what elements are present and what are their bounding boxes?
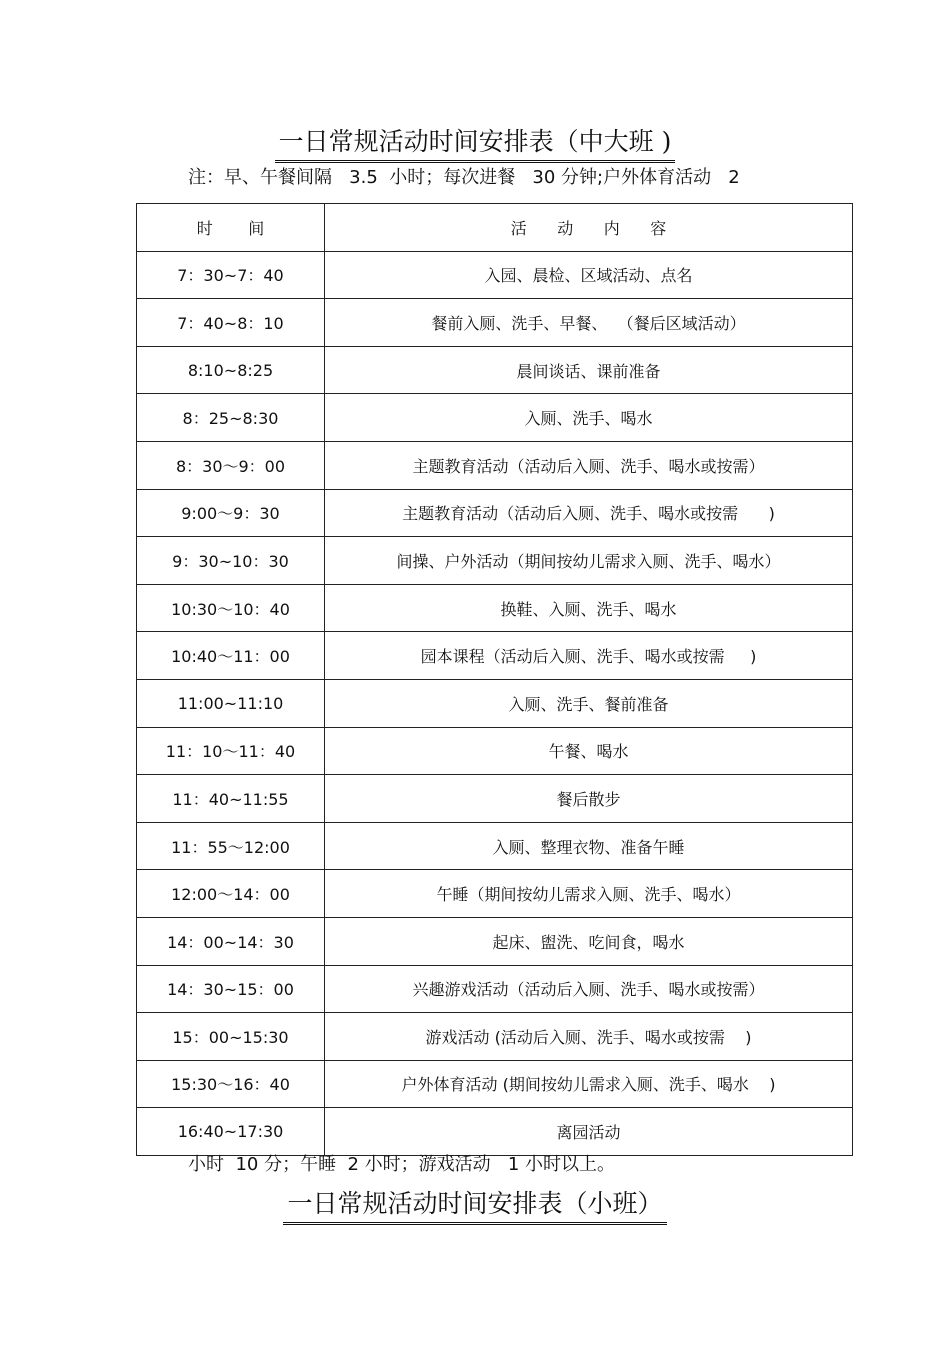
table-row: [137, 727, 853, 775]
activity-cell: 入园、晨检、区域活动、点名: [325, 251, 853, 299]
note-continuation: 小时 10 分；午睡 2 小时；游戏活动 1 小时以上。: [188, 1154, 616, 1175]
table-row: [137, 965, 853, 1013]
table-row: [137, 632, 853, 680]
time-cell: 15：00~15:30: [137, 1013, 325, 1061]
time-cell: 10:30～10：40: [137, 584, 325, 632]
time-cell: 8：30～9：00: [137, 441, 325, 489]
time-cell: 12:00～14：00: [137, 870, 325, 918]
section-title: 一日常规活动时间安排表（小班）: [0, 1188, 950, 1225]
time-cell: 7：40~8：10: [137, 299, 325, 347]
time-cell: 15:30～16：40: [137, 1060, 325, 1108]
activity-cell: 餐后散步: [325, 775, 853, 823]
table-row: [137, 394, 853, 442]
activity-cell: 换鞋、入厕、洗手、喝水: [325, 584, 853, 632]
table-row: [137, 870, 853, 918]
table-row: [137, 251, 853, 299]
activity-cell: 餐前入厕、洗手、早餐、 （餐后区域活动）: [325, 299, 853, 347]
activity-cell: 主题教育活动（活动后入厕、洗手、喝水或按需 ): [325, 489, 853, 537]
activity-cell: 晨间谈话、课前准备: [325, 346, 853, 394]
time-cell: 14：30~15：00: [137, 965, 325, 1013]
table-row: [137, 679, 853, 727]
table-row: [137, 584, 853, 632]
table-row: [137, 441, 853, 489]
activity-cell: 入厕、洗手、喝水: [325, 394, 853, 442]
table-header-row: [137, 204, 853, 252]
column-header-activity: 活 动 内 容: [325, 204, 853, 252]
page-title: 一日常规活动时间安排表（中大班 ): [0, 126, 950, 163]
time-cell: 14：00~14：30: [137, 917, 325, 965]
activity-cell: 午睡（期间按幼儿需求入厕、洗手、喝水）: [325, 870, 853, 918]
table-row: [137, 917, 853, 965]
time-cell: 7：30~7：40: [137, 251, 325, 299]
time-cell: 9：30~10：30: [137, 537, 325, 585]
table-row: [137, 1013, 853, 1061]
activity-cell: 间操、户外活动（期间按幼儿需求入厕、洗手、喝水）: [325, 537, 853, 585]
time-cell: 10:40～11：00: [137, 632, 325, 680]
column-header-time: 时 间: [137, 204, 325, 252]
note-text: 注：早、午餐间隔 3.5 小时；每次进餐 30 分钟;户外体育活动 2: [188, 167, 740, 188]
activity-cell: 起床、盥洗、吃间食，喝水: [325, 917, 853, 965]
table-row: [137, 489, 853, 537]
time-cell: 11：40~11:55: [137, 775, 325, 823]
activity-cell: 游戏活动 (活动后入厕、洗手、喝水或按需 ): [325, 1013, 853, 1061]
time-cell: 8:10~8:25: [137, 346, 325, 394]
time-cell: 11:00~11:10: [137, 679, 325, 727]
time-cell: 11：55～12:00: [137, 822, 325, 870]
activity-cell: 入厕、整理衣物、准备午睡: [325, 822, 853, 870]
activity-cell: 离园活动: [325, 1108, 853, 1156]
table-row: [137, 537, 853, 585]
activity-cell: 兴趣游戏活动（活动后入厕、洗手、喝水或按需）: [325, 965, 853, 1013]
time-cell: 8：25~8:30: [137, 394, 325, 442]
activity-cell: 午餐、喝水: [325, 727, 853, 775]
activity-cell: 户外体育活动 (期间按幼儿需求入厕、洗手、喝水 ): [325, 1060, 853, 1108]
table-row: [137, 1060, 853, 1108]
table-row: [137, 1108, 853, 1156]
schedule-table: [136, 203, 853, 1156]
time-cell: 9:00～9：30: [137, 489, 325, 537]
activity-cell: 主题教育活动（活动后入厕、洗手、喝水或按需）: [325, 441, 853, 489]
time-cell: 16:40~17:30: [137, 1108, 325, 1156]
time-cell: 11：10～11：40: [137, 727, 325, 775]
activity-cell: 入厕、洗手、餐前准备: [325, 679, 853, 727]
table-row: [137, 822, 853, 870]
table-row: [137, 346, 853, 394]
table-row: [137, 299, 853, 347]
table-row: [137, 775, 853, 823]
activity-cell: 园本课程（活动后入厕、洗手、喝水或按需 ): [325, 632, 853, 680]
